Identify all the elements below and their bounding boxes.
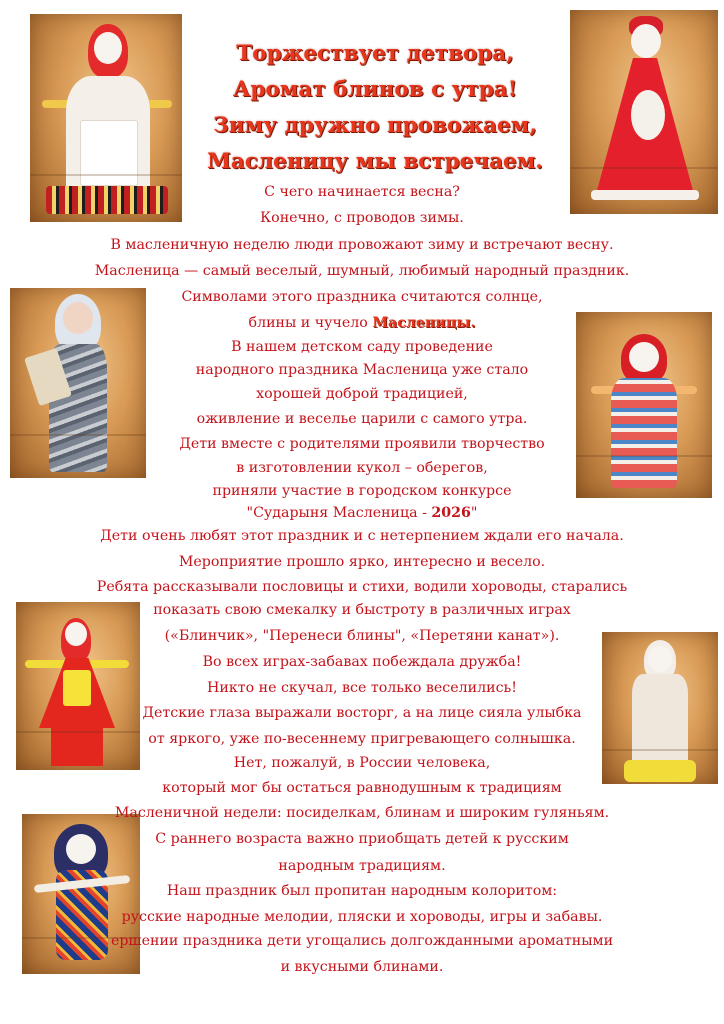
contest-prefix: "Сударыня Масленица - bbox=[246, 505, 432, 521]
text-line: Конечно, с проводов зимы. bbox=[260, 210, 464, 226]
poem-line: Торжествует детвора, bbox=[236, 41, 514, 66]
text-line: ершении праздника дети угощались долгожданными ароматными bbox=[110, 933, 614, 949]
text-line: который мог бы остаться равнодушным к традициям bbox=[162, 780, 562, 796]
text-line: Никто не скучал, все только веселились! bbox=[207, 680, 517, 696]
text-line: от яркого, уже по-весеннему пригревающего солнышка. bbox=[148, 731, 576, 747]
text-line: Нет, пожалуй, в России человека, bbox=[233, 755, 491, 771]
text-line: Мероприятие прошло ярко, интересно и весело. bbox=[178, 554, 546, 570]
text-line: С раннего возраста важно приобщать детей к русским bbox=[155, 831, 569, 847]
text-line: Ребята рассказывали пословицы и стихи, водили хороводы, старались bbox=[96, 579, 628, 595]
poem-line: Масленицу мы встречаем. bbox=[207, 149, 543, 174]
text-line: («Блинчик», "Перенеси блины", «Перетяни канат»). bbox=[164, 628, 560, 644]
text-line: в изготовлении кукол – оберегов, bbox=[236, 460, 488, 476]
text-line: Во всех играх-забавах побеждала дружба! bbox=[202, 654, 522, 670]
symbols-prefix: блины и чучело bbox=[248, 315, 373, 331]
text-line: Масленица — самый веселый, шумный, любимый народный праздник. bbox=[94, 263, 630, 279]
text-line: и вкусными блинами. bbox=[280, 959, 444, 975]
text-line: В масленичную неделю люди провожают зиму и встречают весну. bbox=[110, 237, 614, 253]
contest-suffix: " bbox=[470, 505, 478, 521]
maslenitsa-highlight: Масленицы. bbox=[372, 315, 476, 331]
text-line: оживление и веселье царили с самого утра. bbox=[196, 411, 528, 427]
text-line: Символами этого праздника считаются солнце, bbox=[181, 289, 543, 305]
text-line: приняли участие в городском конкурсе bbox=[212, 483, 512, 499]
text-line: Дети очень любят этот праздник и с нетерпением ждали его начала. bbox=[100, 528, 624, 544]
poem-heading bbox=[190, 36, 560, 180]
text-line: народного праздника Масленица уже стало bbox=[195, 362, 529, 378]
text-line: С чего начинается весна? bbox=[264, 184, 460, 200]
poem-line: Зиму дружно провожаем, bbox=[213, 113, 537, 138]
text-line: Наш праздник был пропитан народным колоритом: bbox=[166, 883, 558, 899]
poem-line: Аромат блинов с утра! bbox=[232, 77, 518, 102]
text-line: русские народные мелодии, пляски и хороводы, игры и забавы. bbox=[121, 909, 603, 925]
text-line: В нашем детском саду проведение bbox=[231, 339, 493, 355]
contest-year: 2026 bbox=[431, 505, 471, 521]
text-line: Дети вместе с родителями проявили творчество bbox=[179, 436, 545, 452]
text-line: Детские глаза выражали восторг, а на лице сияла улыбка bbox=[142, 705, 582, 721]
text-line: народным традициям. bbox=[278, 858, 446, 874]
text-line-contest bbox=[0, 504, 724, 522]
text-line-symbols bbox=[0, 314, 724, 332]
text-line: показать свою смекалку и быстроту в различных играх bbox=[153, 602, 571, 618]
text-line: хорошей доброй традицией, bbox=[256, 386, 468, 402]
text-line: Масленичной недели: посиделкам, блинам и широким гуляньям. bbox=[114, 805, 610, 821]
